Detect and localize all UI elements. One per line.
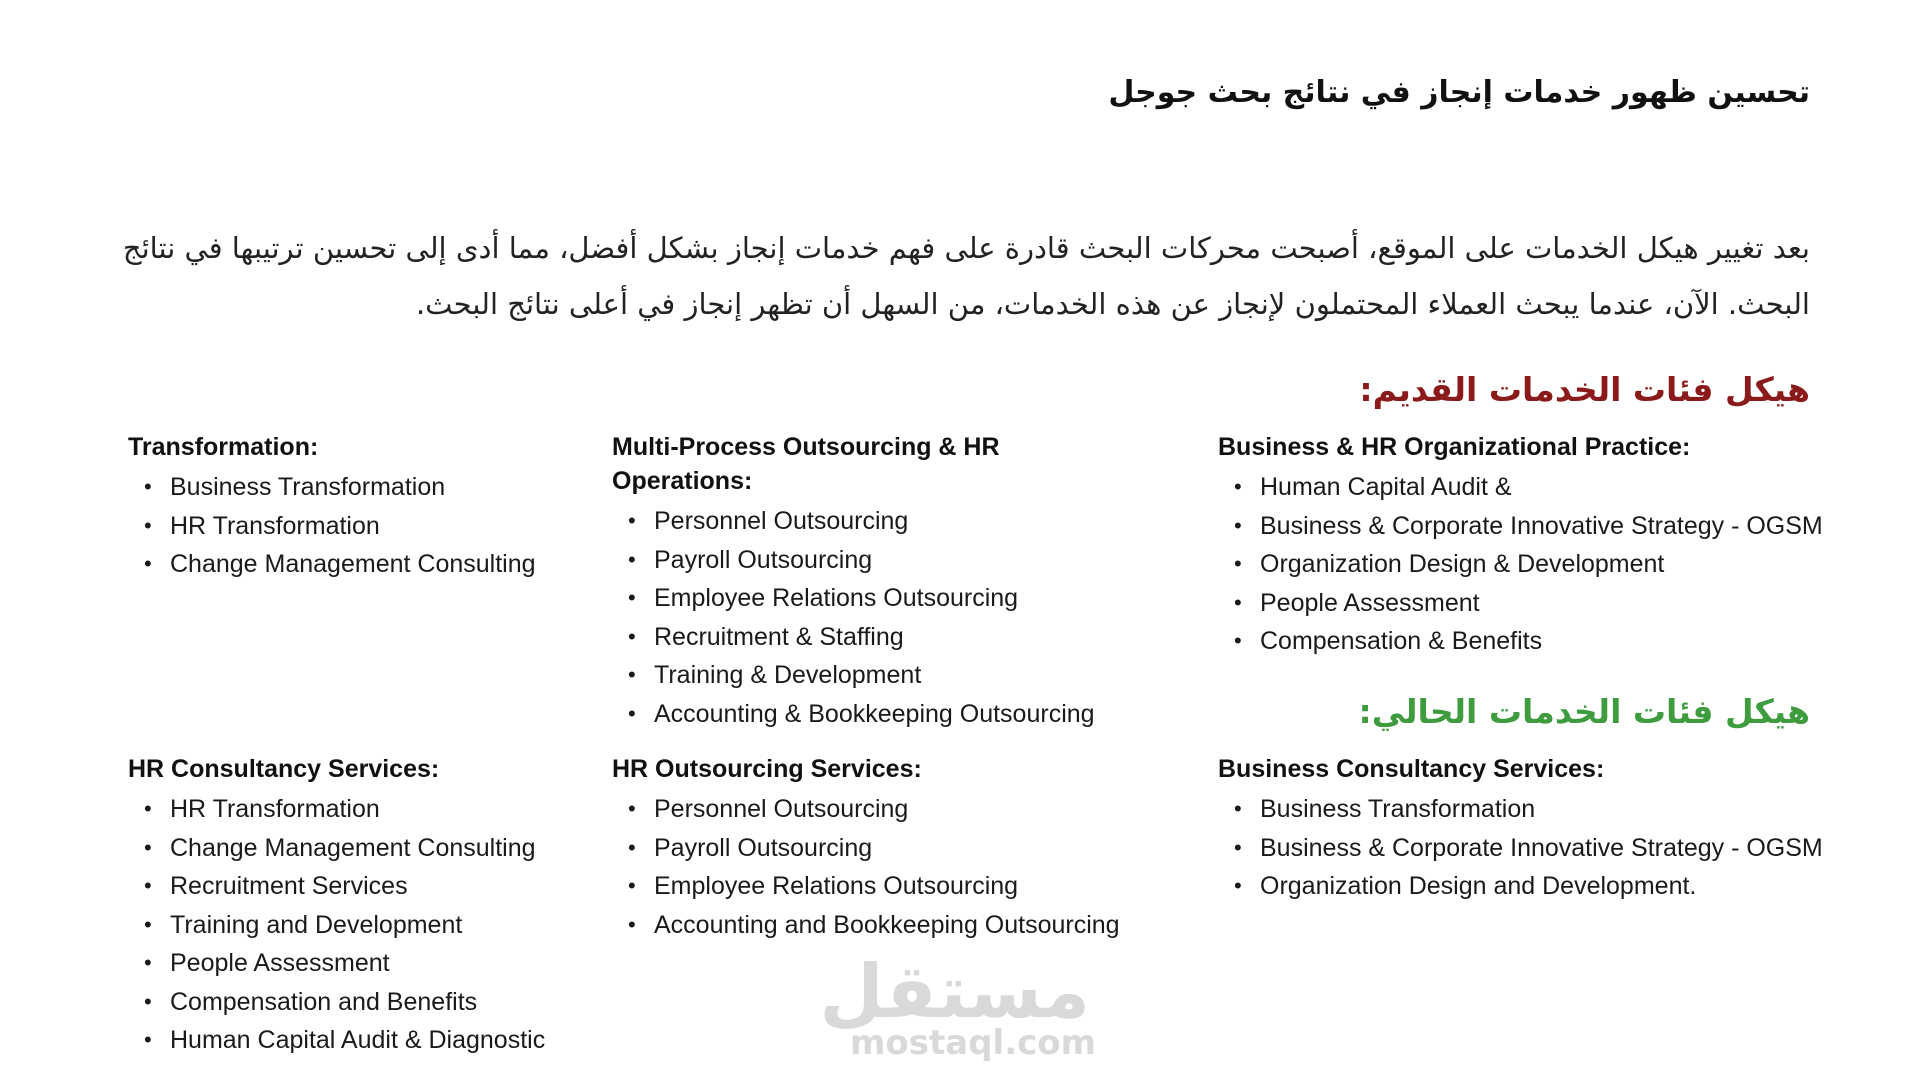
list-item: • Payroll Outsourcing [612,829,1132,868]
list-item: • Change Management Consulting [128,829,648,868]
list-item: • Compensation & Benefits [1218,622,1738,661]
new-column-2 [612,752,1132,944]
mostaql-watermark [819,949,1097,1063]
old-column-1-list [128,468,648,584]
new-column-1-list [128,790,648,1060]
old-column-1-title: Transformation: [128,433,319,461]
list-item: • Human Capital Audit & Diagnostic [128,1021,648,1060]
list-item: • Business Transformation [1218,790,1738,829]
new-column-1 [128,752,648,1060]
list-item: • Change Management Consulting [128,545,648,584]
old-column-3-title: Business & HR Organizational Practice: [1218,433,1691,461]
list-item: • Personnel Outsourcing [612,502,1132,541]
list-item: • Accounting & Bookkeeping Outsourcing [612,695,1132,734]
old-column-2 [612,430,1132,733]
list-item: • Organization Design & Development [1218,545,1738,584]
new-column-2-list [612,790,1132,944]
list-item: • Accounting and Bookkeeping Outsourcing [612,906,1132,945]
old-structure-heading: هيكل فئات الخدمات القديم: [1359,370,1810,409]
old-column-2-title: Multi-Process Outsourcing & HR Operations: [612,433,1000,495]
list-item: • Personnel Outsourcing [612,790,1132,829]
list-item: • HR Transformation [128,790,648,829]
old-column-1 [128,430,648,584]
new-column-3-list [1218,790,1823,906]
list-item: • Payroll Outsourcing [612,541,1132,580]
list-item: • Employee Relations Outsourcing [612,867,1132,906]
list-item: • Compensation and Benefits [128,983,648,1022]
page-title: تحسين ظهور خدمات إنجاز في نتائج بحث جوجل [1108,75,1810,110]
list-item: • Training and Development [128,906,648,945]
list-item: • Recruitment & Staffing [612,618,1132,657]
list-item: • Organization Design and Development. [1218,867,1738,906]
list-item: • Recruitment Services [128,867,648,906]
new-column-2-title: HR Outsourcing Services: [612,755,922,783]
old-column-3 [1218,430,1823,661]
watermark-url: mostaql.com [850,1023,1097,1063]
new-structure-heading: هيكل فئات الخدمات الحالي: [1358,692,1810,731]
new-column-3 [1218,752,1823,906]
old-column-3-list [1218,468,1823,661]
old-column-2-list [612,502,1132,733]
list-item: • Business & Corporate Innovative Strategy - OGSM [1218,507,1738,546]
list-item: • HR Transformation [128,507,648,546]
new-column-3-title: Business Consultancy Services: [1218,755,1605,783]
intro-paragraph: بعد تغيير هيكل الخدمات على الموقع، أصبحت محركات البحث قادرة على فهم خدمات إنجاز بشكل أفضل، مما أدى إلى تحسين ترتيبها في نتائج البحث. الآن، عندما يبحث العملاء المحتملون لإنجاز عن هذه الخدمات، من السهل أن تظهر إنجاز في أعلى نتائج البحث. [122,231,1810,321]
list-item: • Business & Corporate Innovative Strategy - OGSM [1218,829,1738,868]
list-item: • Employee Relations Outsourcing [612,579,1132,618]
list-item: • People Assessment [128,944,648,983]
watermark-arabic: مستقل [819,949,1090,1035]
list-item: • Training & Development [612,656,1132,695]
new-column-1-title: HR Consultancy Services: [128,755,440,783]
list-item: • Human Capital Audit & [1218,468,1738,507]
list-item: • Business Transformation [128,468,648,507]
list-item: • People Assessment [1218,584,1738,623]
